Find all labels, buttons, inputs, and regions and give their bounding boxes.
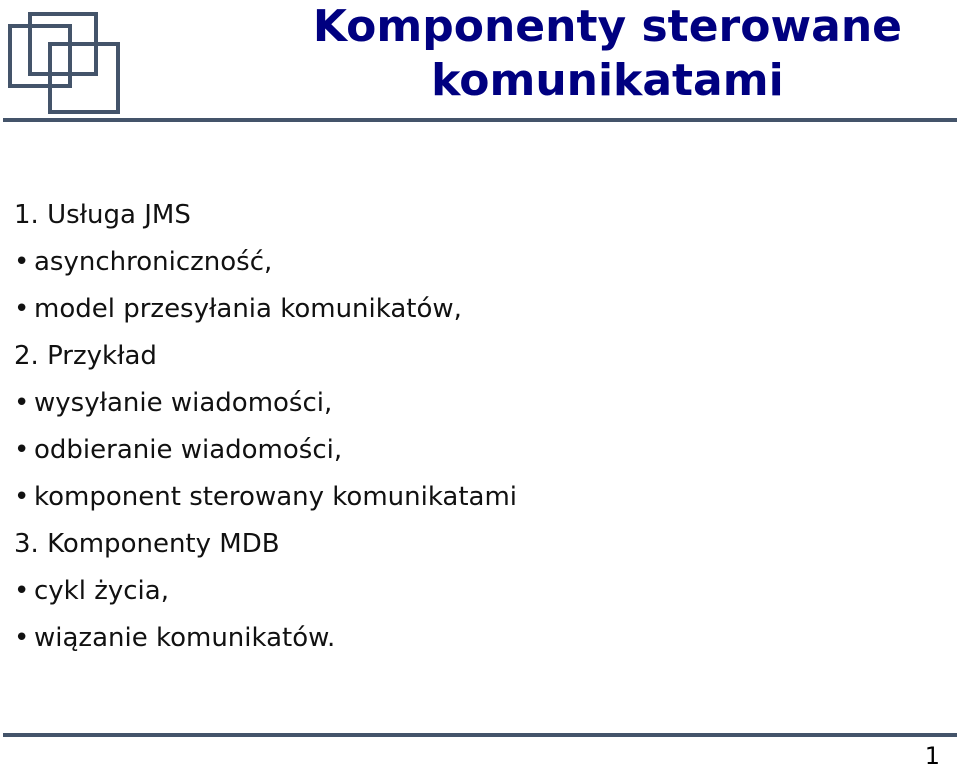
bullet-item: • model przesyłania komunikatów, <box>14 286 517 333</box>
bullet-item: • odbieranie wiadomości, <box>14 427 517 474</box>
bullet-item: • cykl życia, <box>14 568 517 615</box>
bullet-item: • asynchroniczność, <box>14 239 517 286</box>
heading-item: 3. Komponenty MDB <box>14 529 280 559</box>
page-title <box>313 0 902 108</box>
bullet-item: • wysyłanie wiadomości, <box>14 380 517 427</box>
bullet-item: • wiązanie komunikatów. <box>14 615 517 662</box>
bullet-item: • komponent sterowany komunikatami <box>14 474 517 521</box>
overlapping-squares-logo-icon <box>0 0 130 120</box>
header-divider <box>3 118 957 122</box>
slide-content-list <box>14 192 517 662</box>
footer-divider <box>3 733 957 737</box>
heading-item: 1. Usługa JMS <box>14 200 191 230</box>
title-line-2: komunikatami <box>431 55 784 106</box>
page-number: 1 <box>924 742 940 770</box>
title-line-1: Komponenty sterowane <box>312 1 902 52</box>
heading-item: 2. Przykład <box>14 341 157 371</box>
